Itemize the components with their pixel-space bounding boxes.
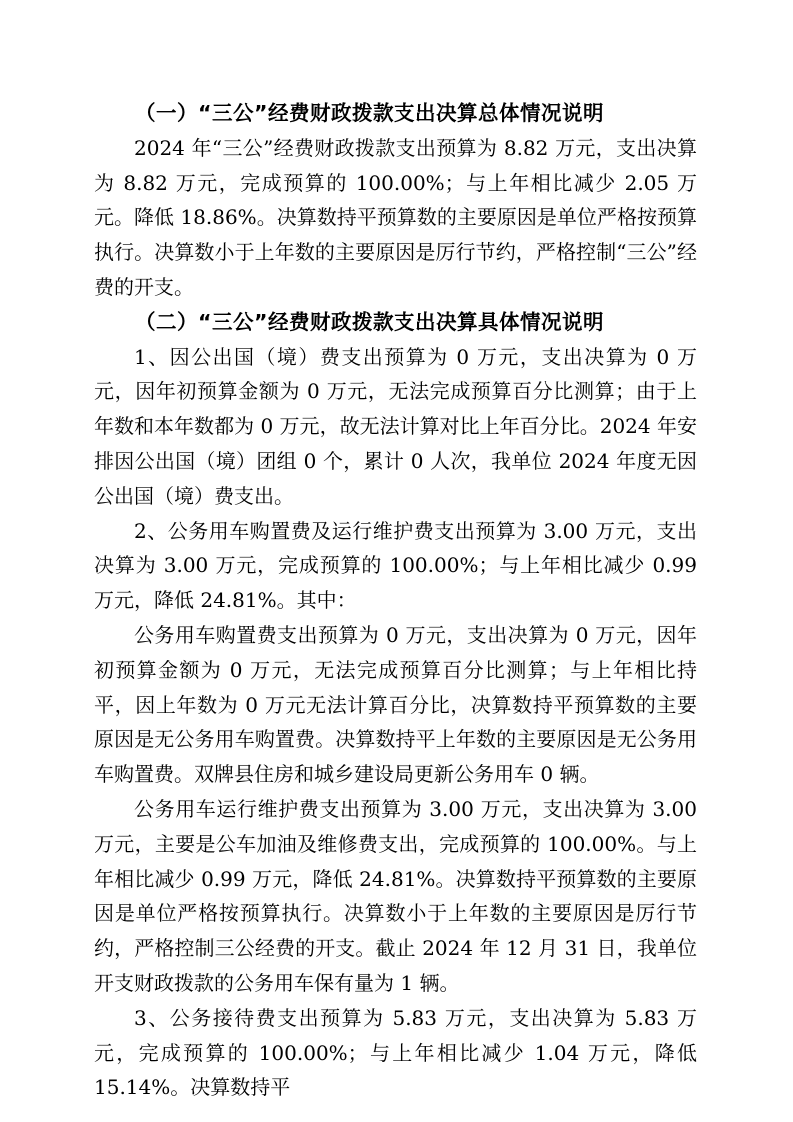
item-2-vehicle-purchase: 公务用车购置费支出预算为 0 万元，支出决算为 0 万元，因年初预算金额为 0 万元，无法完成预算百分比测算；与上年相比持平，因上年数为 0 万元无法计算百分比，决算数持平预算数的主要原因是无公务用车购置费。决算数持平上年数的主要原因是无公务用车购置费。双牌县住房和城乡建设局更新公务用车 0 辆。: [94, 622, 697, 787]
item-2-vehicle-total: 2、公务用车购置费及运行维护费支出预算为 3.00 万元，支出决算为 3.00 万元，完成预算的 100.00%；与上年相比减少 0.99 万元，降低 24.81%。其中：: [94, 518, 697, 613]
item-1-abroad-expense: 1、因公出国（境）费支出预算为 0 万元，支出决算为 0 万元，因年初预算金额为 0 万元，无法完成预算百分比测算；由于上年数和本年数都为 0 万元，故无法计算对比上年百分比。2024 年安排因公出国（境）团组 0 个，累计 0 人次，我单位 2024 年度无因公出国（境）费支出。: [94, 344, 697, 508]
section-1-paragraph: 2024 年“三公”经费财政拨款支出预算为 8.82 万元，支出决算为 8.82 万元，完成预算的 100.00%；与上年相比减少 2.05 万元。降低 18.86%。决算数持平预算数的主要原因是单位严格按预算执行。决算数小于上年数的主要原因是厉行节约，严格控制“三公”经费的开支。: [94, 135, 697, 299]
section-2-heading: （二）“三公”经费财政拨款支出决算具体情况说明: [135, 309, 604, 334]
item-3-reception-expense: 3、公务接待费支出预算为 5.83 万元，支出决算为 5.83 万元，完成预算的 100.00%；与上年相比减少 1.04 万元，降低 15.14%。决算数持平: [94, 1005, 697, 1100]
section-1-heading: （一）“三公”经费财政拨款支出决算总体情况说明: [135, 101, 604, 125]
item-2-vehicle-maintenance: 公务用车运行维护费支出预算为 3.00 万元，支出决算为 3.00 万元，主要是公车加油及维修费支出，完成预算的 100.00%。与上年相比减少 0.99 万元，降低 24.81%。决算数持平预算数的主要原因是单位严格按预算执行。决算数小于上年数的主要原因是厉行节约，严格控制三公经费的开支。截止 2024 年 12 月 31 日，我单位开支财政拨款的公务用车保有量为 1 辆。: [94, 796, 697, 995]
document-content: [94, 96, 697, 1105]
